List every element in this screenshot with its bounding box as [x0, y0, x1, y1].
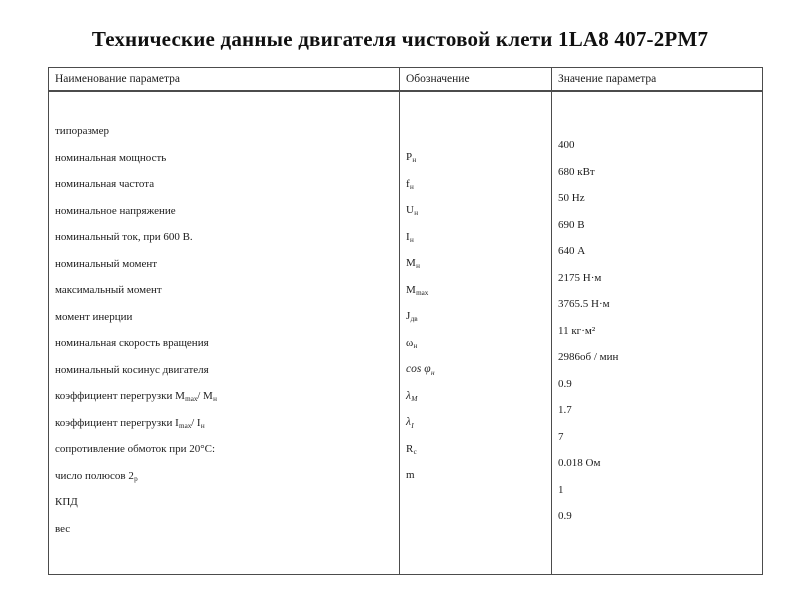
header-parameter-name: Наименование параметра [55, 73, 181, 85]
symbol: J $_{дв}$ [406, 310, 418, 324]
param-value: 1.7 [558, 404, 572, 417]
param-name: номинальная частота [55, 178, 155, 191]
symbol: cos φ $_н$ [406, 363, 435, 377]
symbol: ω $_н$ [406, 336, 418, 350]
symbol-column [399, 92, 551, 574]
table-header-row [49, 68, 762, 92]
param-value: 680 кВт [558, 165, 595, 178]
param-value: 2986об / мин [558, 351, 619, 364]
param-name: номинальная скорость вращения [55, 337, 209, 350]
param-value: 690 В [558, 218, 585, 231]
param-name: вес [55, 522, 71, 535]
param-value: 3765.5 Н·м [558, 298, 610, 311]
param-value: 11 кг·м² [558, 324, 596, 337]
param-value: 50 Hz [558, 192, 585, 205]
symbol: U $_н$ [406, 204, 419, 218]
symbol: R $_с$ [406, 442, 417, 456]
symbol: λ $_M$ [406, 389, 418, 404]
param-value: 1 [558, 483, 564, 496]
parameters-table [48, 67, 763, 575]
param-value: 640 А [558, 245, 586, 258]
param-value: 0.018 Ом [558, 457, 601, 470]
header-parameter-value: Значение параметра [551, 68, 762, 90]
param-name: максимальный момент [55, 284, 162, 297]
param-name: номинальный косинус двигателя [55, 363, 209, 376]
param-value: 2175 Н·м [558, 271, 602, 284]
page-title: Технические данные двигателя чистовой клети 1LA8 407-2PM7 [91, 27, 709, 51]
param-name: сопротивление обмоток при 20°С: [55, 443, 216, 456]
symbol: M $_н$ [406, 257, 420, 271]
param-value: 0.9 [558, 377, 572, 390]
param-name: номинальный момент [55, 257, 158, 270]
symbol: m [406, 469, 415, 482]
param-name: коэффициент перегрузки M $_{max}$ / M $_н$ [55, 390, 217, 404]
param-value: 0.9 [558, 510, 572, 523]
param-name: момент инерции [55, 310, 133, 323]
symbol: I $_н$ [406, 230, 414, 244]
symbol: P $_н$ [406, 151, 417, 165]
symbol: f $_н$ [406, 177, 414, 191]
param-value: 400 [558, 139, 575, 152]
symbol: λ $_I$ [406, 416, 414, 430]
param-name: число полюсов 2 $_р$ [55, 469, 138, 483]
param-name: номинальное напряжение [55, 204, 176, 217]
param-name: КПД [55, 496, 78, 509]
param-name: типоразмер [55, 125, 109, 138]
value-column [551, 92, 762, 574]
param-name: номинальная мощность [55, 151, 167, 164]
table-body [49, 92, 762, 574]
param-name: номинальный ток, при 600 В. [55, 231, 193, 244]
param-value: 7 [558, 430, 564, 443]
param-column [49, 92, 399, 574]
symbol: M $_{max}$ [406, 283, 429, 297]
param-name: коэффициент перегрузки I $_{max}$ / I $_н$ [55, 416, 205, 430]
header-designation: Обозначение [399, 68, 551, 90]
